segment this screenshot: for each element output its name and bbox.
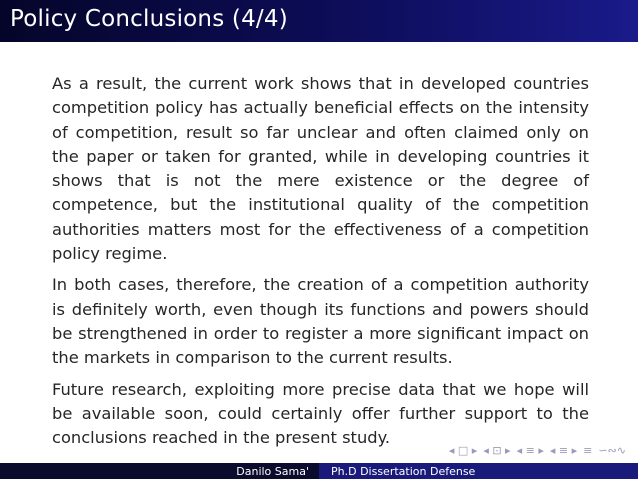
- footer-talk-box: [319, 463, 638, 479]
- paragraph-1: As a result, the current work shows that in developed countries competition policy has actually beneficial effects on the intensity of competition, result so far unclear and often claimed only on the paper or taken for granted, while in developing countries it shows that is not the mere existence or the degree of competence, but the institutional quality of the competition authorities matters most for the effectiveness of a competition policy regime.: [52, 74, 589, 264]
- paragraph-3: Future research, exploiting more precise data that we hope will be available soon, could certainly offer further support to the conclusions reached in the present study.: [52, 379, 589, 448]
- nav-frame-icon[interactable]: ◂ □ ▸: [448, 444, 478, 457]
- footer-author: Danilo Sama': [236, 464, 309, 478]
- slide-title-bar: [0, 0, 638, 42]
- nav-section-icon[interactable]: ◂ ≡ ▸: [516, 444, 544, 457]
- footer-talk-title: Ph.D Dissertation Defense: [331, 464, 476, 478]
- paragraph-2: In both cases, therefore, the creation of a competition authority is definitely worth, even though its functions and powers should be strengthened in order to register a more significant impact on the markets in comparison to the current results.: [52, 275, 589, 368]
- slide-title: Policy Conclusions (4/4): [10, 6, 288, 32]
- nav-align-icon[interactable]: ≡: [583, 444, 593, 457]
- nav-search-icon[interactable]: ∽∾∿: [598, 444, 626, 457]
- nav-subsection-list-icon[interactable]: ◂ ≡ ▸: [549, 444, 578, 457]
- nav-subsection-icon[interactable]: ◂ ⊡ ▸: [483, 444, 511, 457]
- footer-author-box: [0, 463, 319, 479]
- slide-body: [52, 72, 589, 457]
- beamer-navigation: [449, 444, 626, 457]
- slide-footer: [0, 463, 638, 479]
